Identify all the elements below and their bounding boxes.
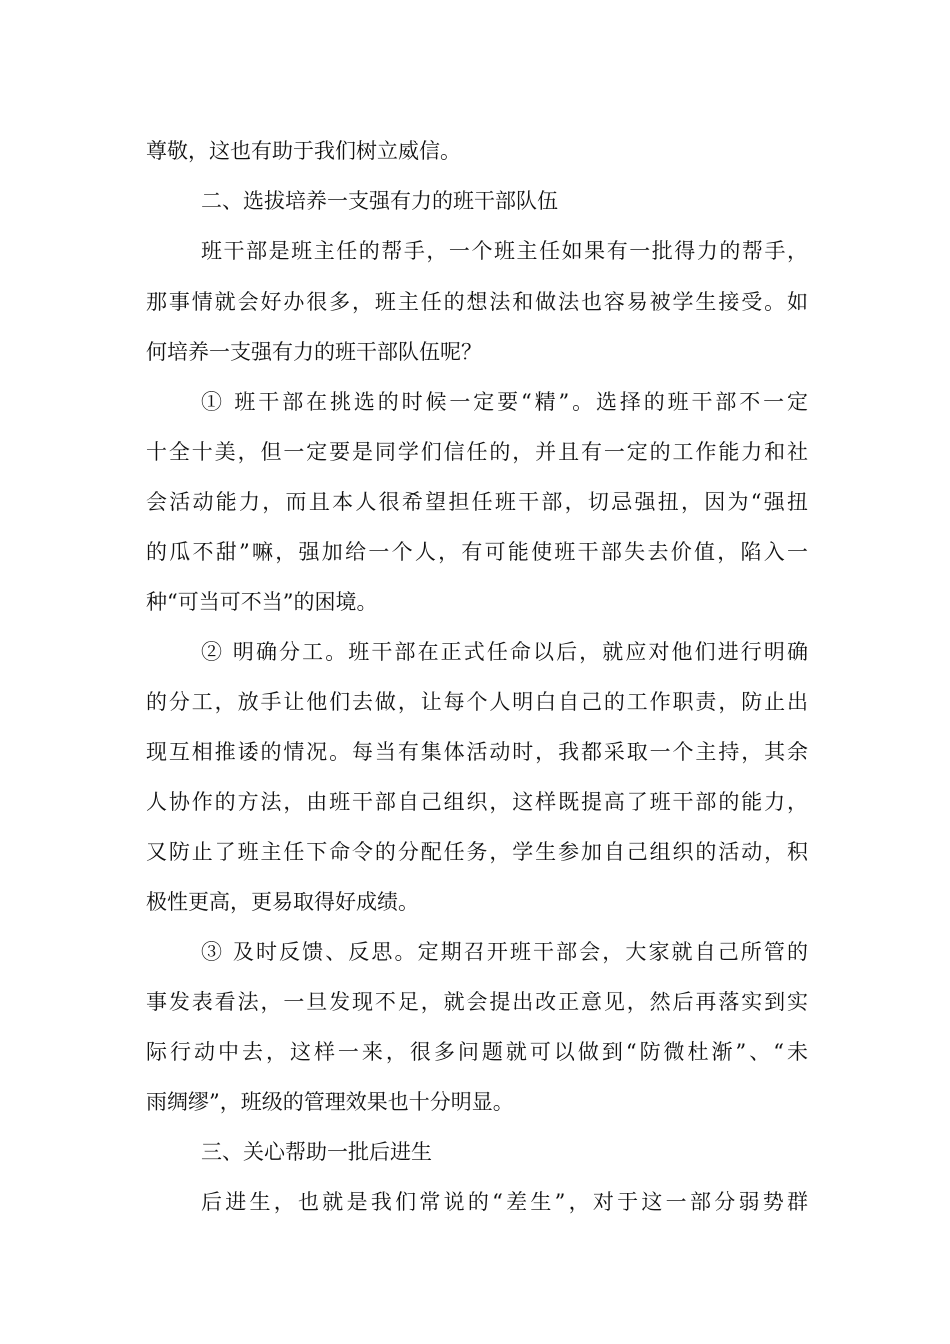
text-line: 会活动能力，而且本人很希望担任班干部，切忌强扭，因为“强扭 — [146, 490, 808, 514]
section-heading: 三、关心帮助一批后进生 — [201, 1140, 432, 1164]
text-line: 人协作的方法，由班干部自己组织，这样既提高了班干部的能力， — [146, 790, 808, 814]
text-line: 现互相推诿的情况。每当有集体活动时，我都采取一个主持，其余 — [146, 740, 808, 764]
text-line: 的分工，放手让他们去做，让每个人明白自己的工作职责，防止出 — [146, 690, 808, 714]
text-line: ② 明确分工。班干部在正式任命以后，就应对他们进行明确 — [201, 640, 808, 664]
text-line: 际行动中去，这样一来，很多问题就可以做到“防微杜渐”、“未 — [146, 1040, 808, 1064]
text-line: 的瓜不甜”嘛，强加给一个人，有可能使班干部失去价值，陷入一 — [146, 540, 808, 564]
text-line: 种“可当可不当”的困境。 — [146, 590, 378, 614]
text-line: ③ 及时反馈、反思。定期召开班干部会，大家就自己所管的 — [201, 940, 808, 964]
text-line: 何培养一支强有力的班干部队伍呢？ — [146, 340, 482, 364]
text-line: 后进生，也就是我们常说的“差生”，对于这一部分弱势群 — [201, 1190, 808, 1214]
text-line: 极性更高，更易取得好成绩。 — [146, 890, 419, 914]
text-line: 又防止了班主任下命令的分配任务，学生参加自己组织的活动，积 — [146, 840, 808, 864]
section-heading: 二、选拔培养一支强有力的班干部队伍 — [201, 189, 558, 213]
text-line: 尊敬，这也有助于我们树立威信。 — [146, 139, 461, 163]
text-line: 那事情就会好办很多，班主任的想法和做法也容易被学生接受。如 — [146, 290, 808, 314]
text-line: ① 班干部在挑选的时候一定要“精”。选择的班干部不一定 — [201, 390, 808, 414]
text-line: 事发表看法，一旦发现不足，就会提出改正意见，然后再落实到实 — [146, 990, 808, 1014]
text-line: 班干部是班主任的帮手，一个班主任如果有一批得力的帮手， — [201, 239, 808, 263]
text-line: 十全十美，但一定要是同学们信任的，并且有一定的工作能力和社 — [146, 440, 808, 464]
text-line: 雨绸缪”，班级的管理效果也十分明显。 — [146, 1090, 514, 1114]
